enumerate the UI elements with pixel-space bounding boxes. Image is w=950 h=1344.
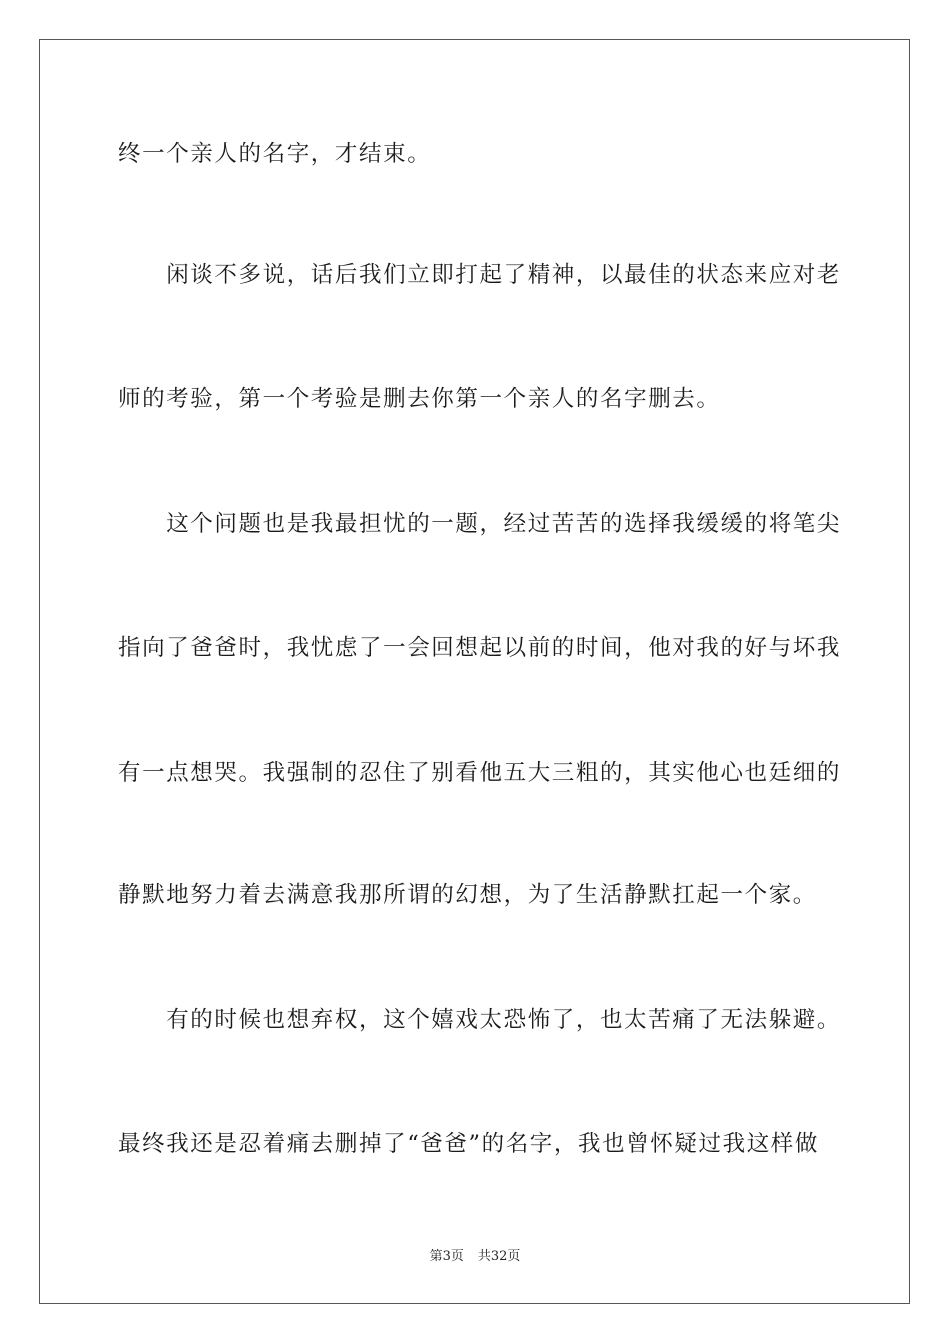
text-line: 指向了爸爸时，我忧虑了一会回想起以前的时间，他对我的好与坏我	[118, 635, 842, 661]
text-line: 这个问题也是我最担忧的一题，经过苦苦的选择我缓缓的将笔尖	[118, 511, 842, 537]
text-line: 有的时候也想弃权，这个嬉戏太恐怖了，也太苦痛了无法躲避。	[118, 1007, 842, 1033]
text-line: 闲谈不多说，话后我们立即打起了精神，以最佳的状态来应对老	[118, 262, 842, 288]
text-line: 最终我还是忍着痛去删掉了“爸爸”的名字，我也曾怀疑过我这样做	[118, 1131, 820, 1157]
page-border	[39, 39, 910, 1304]
text-line: 静默地努力着去满意我那所谓的幻想，为了生活静默扛起一个家。	[118, 882, 817, 908]
page-number: 第3页	[429, 1249, 464, 1264]
text-line: 终一个亲人的名字，才结束。	[118, 141, 432, 167]
text-line: 有一点想哭。我强制的忍住了别看他五大三粗的，其实他心也廷细的	[118, 760, 842, 786]
page-total: 共32页	[477, 1249, 521, 1264]
page-footer	[0, 1248, 950, 1266]
text-line: 师的考验，第一个考验是删去你第一个亲人的名字删去。	[118, 386, 721, 412]
